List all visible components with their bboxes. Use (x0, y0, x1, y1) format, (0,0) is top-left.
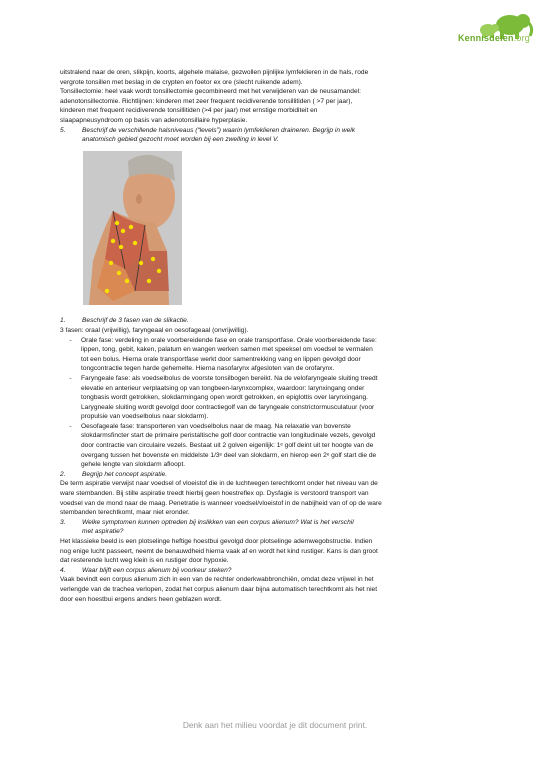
text-line: tongcontractie tegen harde gehemelte. Hierna nasofarynx afgesloten van de orofarynx. (81, 365, 335, 373)
phases-list (60, 336, 480, 470)
question-1: 1. Beschrijf de 3 fasen van de slikactie. (60, 317, 189, 325)
text-line: door contractie van circulaire vezels. Bestaat uit 2 golven eigenlijk: 1ᵉ golf deint uit ter hoogte van de (81, 442, 374, 450)
text-line: tongbasis wordt getrokken, slokdarmingang open wordt getrokken, en epiglottis over larynxingang. (81, 394, 368, 402)
text-line: adenotonsillectomie. Richtlijnen: kinderen met zeer frequent recidiverende tonsillitiden ( >7 per jaar), (60, 97, 353, 105)
list-item (60, 422, 480, 470)
text-line: gehele lengte van slokdarm afloopt. (81, 461, 186, 469)
text-line: door een hoestbui ergens anders heen geblazen wordt. (60, 595, 222, 603)
list-item-text (81, 336, 480, 374)
text-line: overgang tussen het bovenste en middelste 1/3ᵉ deel van slokdarm, en hierop een 2ᵉ golf start die de (81, 451, 377, 459)
intro-paragraph (60, 68, 480, 126)
text-line: Vaak bevindt een corpus alienum zich in een van de rechter onderkwabbronchiën, omdat deze vrijwel in het (60, 576, 374, 584)
site-logo: Kennisdelen.org (457, 33, 530, 43)
neck-lymph-levels-photo (83, 151, 182, 305)
bullet-dash: - (69, 422, 72, 430)
question-3: 3. Welke symptomen kunnen optreden bij inslikken van een corpus alienum? Wat is het verschil met aspiratie? (60, 518, 354, 536)
question-4: 4. Waar blijft een corpus alienum bij voorkeur steken? (60, 566, 232, 574)
text-line: propulsie van voedselbolus naar slokdarm). (81, 413, 209, 421)
text-line: vergrote tonsillen met beslag in de crypten en foetor ex ore (slecht ruikende adem). (60, 78, 303, 86)
text-line: Faryngeale fase: als voedselbolus de voorste tonsilbogen bereikt. Na de velofaryngeale sluiting treedt (81, 374, 378, 382)
phases-intro: 3 fasen: oraal (vrijwillig), faryngeaal en oesofageaal (onvrijwillig). (60, 326, 249, 334)
text-line: Orale fase: verdeling in orale voorbereidende fase en orale transportfase. Orale voorbereidende fase: (81, 336, 377, 344)
list-item-text (81, 374, 480, 422)
text-line: De term aspiratie verwijst naar voedsel of vloeistof die in de luchtwegen terechtkomt onder het niveau van de (60, 480, 378, 488)
question-4-answer (60, 575, 480, 604)
text-line: dat resterende lucht weg klein is en rustiger door hypoxie. (60, 557, 229, 565)
text-line: slaapapneusyndroom op basis van adenotonsillaire hyperplasie. (60, 116, 248, 124)
aspiratie-paragraph (60, 479, 480, 517)
text-line: Oesofageale fase: transporteren van voedselbolus naar de maag. Na relaxatie van bovenste (81, 422, 351, 430)
text-line: slokdarmsfincter start de primaire peristaltische golf door contractie van longitudinale vezels, gevolgd (81, 432, 376, 440)
list-item (60, 336, 480, 374)
text-line: uitstralend naar de oren, slikpijn, koorts, algehele malaise, gezwollen pijnlijke lymfeklieren in de hals, rode (60, 69, 369, 76)
text-line: Tonsillectomie: heel vaak wordt tonsillectomie gecombineerd met het verwijderen van de neusamandel: (60, 88, 361, 96)
elephant-logo-icon (424, 12, 536, 50)
text-line: Larygneale sluiting wordt gevolgd door contractiegolf van de faryngeale constrictormusculatuur (voor (81, 403, 375, 411)
text-line: voedsel van de mond naar de maag. Penetratie is wanneer voedsel/vloeistof in de nabijheid van of op de ware (60, 499, 382, 507)
list-item-text (81, 422, 480, 470)
question-2: 2. Begrijp het concept aspiratie. (60, 470, 168, 478)
text-line: lippen, tong, gebit, kaken, palatum en wangen werken samen met speeksel om voedsel te vermalen (81, 346, 373, 354)
bullet-dash: - (69, 374, 72, 382)
text-line: elevatie en anterieur verplaatsing op van tongbeen-larynxcomplex, waardoor: larynxingang onder (81, 384, 365, 392)
question-3-answer (60, 537, 480, 566)
text-line: ware stembanden. Bij stille aspiratie treedt hierbij geen hoestreflex op. Dysfagie is verstoord transport van (60, 490, 369, 498)
bullet-dash: - (69, 336, 72, 344)
text-line: stembanden terechtkomt, maar niet eronder. (60, 509, 190, 517)
list-item (60, 374, 480, 422)
question-number: 5. (60, 126, 66, 134)
question-5: 5. Beschrijf de verschillende halsniveaus (“levels”) waarin lymfeklieren draineren. Begrijp in welk anatomisch gebied gezocht moet worden bij een zwelling in level V. (60, 126, 356, 144)
text-line: verlengde van de trachea verlopen, zodat het corpus alienum daar bijna automatisch terechtkomt als het niet (60, 585, 378, 593)
text-line: Het klassieke beeld is een plotselinge heftige hoestbui gevolgd door plotselinge ademwegobstructie. Indien (60, 538, 373, 545)
footer-note: Denk aan het milieu voordat je dit document print. (182, 720, 368, 730)
text-line: tot een bolus. Hierna orale transportfase werkt door samentrekking vang en lippen gevolgd door (81, 355, 361, 363)
text-line: nog enige lucht passeert, neemt de benauwdheid hierna vaak af en wordt het kind rustiger. Kans is dan groot (60, 547, 378, 555)
document-body (60, 68, 480, 604)
text-line: kinderen met frequent recidiverende tonsillitiden (>4 per jaar) met ernstige morbiditeit en (60, 107, 318, 115)
